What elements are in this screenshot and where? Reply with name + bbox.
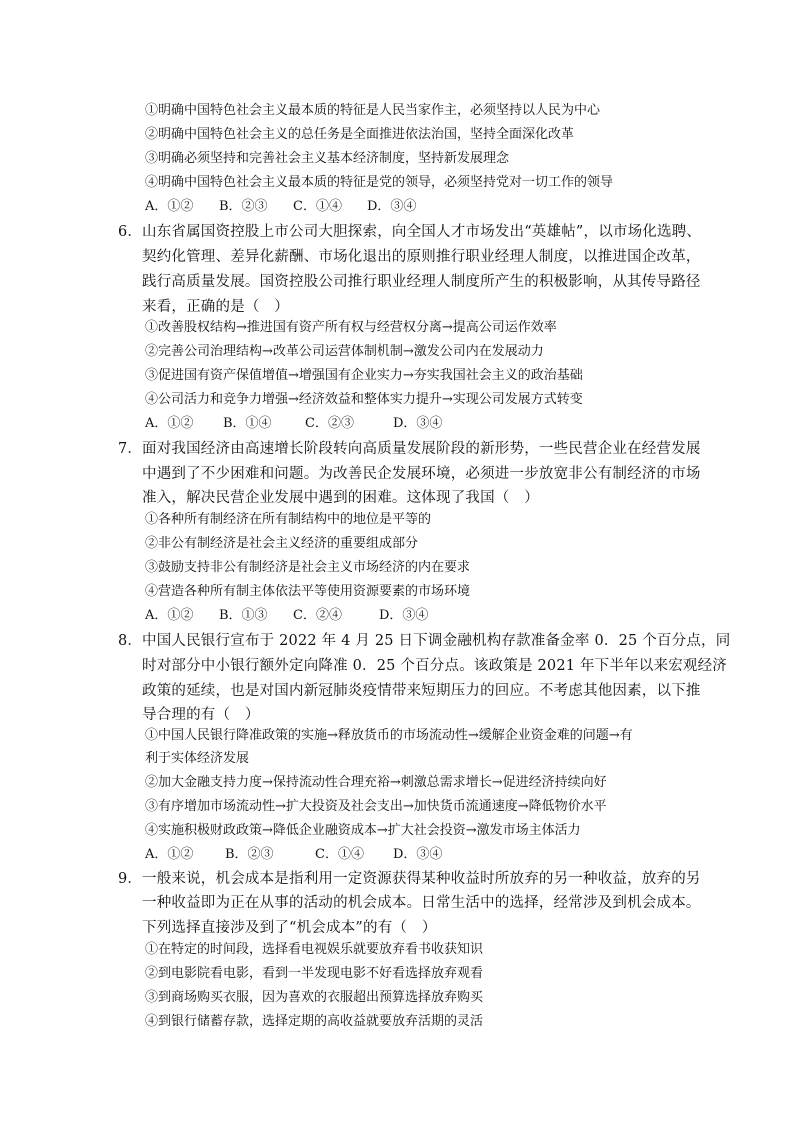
q6-item-2: ②完善公司治理结构→改革公司运营体制机制→激发公司内在发展动力 <box>145 344 544 359</box>
question-text: 中国人民银行宣布于 2022 年 4 月 25 日下调金融机构存款准备金率 0．25 个百分点，同 <box>142 633 731 649</box>
option-d: D．③④ <box>393 416 443 431</box>
question-text: 面对我国经济由高速增长阶段转向高质量发展阶段的新形势，一些民营企业在经营发展 <box>142 441 701 457</box>
q7-line-2: 中遇到了不少困难和问题。为改善民企发展环境，必须进一步放宽非公有制经济的市场 <box>142 466 701 482</box>
prev-item-4: ④明确中国特色社会主义最本质的特征是党的领导，必须坚持党对一切工作的领导 <box>145 175 614 190</box>
q9-line-3: 下列选择直接涉及到了“机会成本”的有（ ） <box>142 920 437 936</box>
q6-line-4: 来看，正确的是（ ） <box>142 299 289 315</box>
q9-item-3: ③到商场购买衣服，因为喜欢的衣服超出预算选择放弃购买 <box>145 990 484 1005</box>
q7-item-2: ②非公有制经济是社会主义经济的重要组成部分 <box>145 536 419 551</box>
q6-item-4: ④公司活力和竞争力增强→经济效益和整体实力提升→实现公司发展方式转变 <box>145 392 583 407</box>
q7-item-1: ①各种所有制经济在所有制结构中的地位是平等的 <box>145 512 432 527</box>
prev-item-2: ②明确中国特色社会主义的总任务是全面推进依法治国，坚持全面深化改革 <box>145 127 575 142</box>
question-text: 一般来说，机会成本是指利用一定资源获得某种收益时所放弃的另一种收益，放弃的另 <box>142 871 701 887</box>
q7-options <box>145 604 428 623</box>
option-a: A．①② <box>145 199 194 214</box>
q8-item-4: ④实施积极财政政策→降低企业融资成本→扩大社会投资→激发市场主体活力 <box>145 823 581 838</box>
option-d: D．③④ <box>367 199 417 214</box>
option-c: C．①④ <box>293 199 342 214</box>
q8-line-2: 时对部分中小银行额外定向降准 0．25 个百分点。该政策是 2021 年下半年以来宏观经济 <box>142 658 728 674</box>
q6-line-1 <box>118 220 701 241</box>
q9-line-1 <box>118 867 701 888</box>
q7-item-3: ③鼓励支持非公有制经济是社会主义市场经济的内在要求 <box>145 560 471 575</box>
q8-line-1 <box>118 629 730 650</box>
option-a: A．①② <box>145 416 194 431</box>
option-c: C．②④ <box>293 608 342 623</box>
q7-line-1 <box>118 437 701 458</box>
q7-item-4: ④营造各种所有制主体依法平等使用资源要素的市场环境 <box>145 584 471 599</box>
q6-item-1: ①改善股权结构→推进国有资产所有权与经营权分离→提高公司运作效率 <box>145 320 557 335</box>
prev-item-1: ①明确中国特色社会主义最本质的特征是人民当家作主，必须坚持以人民为中心 <box>145 103 601 118</box>
q9-line-2: 一种收益即为正在从事的活动的机会成本。日常生活中的选择，经常涉及到机会成本。 <box>142 895 701 911</box>
option-c: C．①④ <box>315 847 364 862</box>
option-d: D．③④ <box>393 847 443 862</box>
q8-options <box>145 843 442 862</box>
q6-line-3: 践行高质量发展。国资控股公司推行职业经理人制度所产生的积极影响，从其传导路径 <box>142 274 701 290</box>
question-number: 9． <box>118 871 143 887</box>
prev-options <box>145 195 416 214</box>
question-number: 7． <box>118 441 143 457</box>
q7-line-3: 准入，解决民营企业发展中遇到的困难。这体现了我国（ ） <box>142 490 539 506</box>
q9-item-4: ④到银行储蓄存款，选择定期的高收益就要放弃活期的灵活 <box>145 1014 484 1029</box>
question-number: 6． <box>118 224 143 240</box>
q8-item-1-cont: 利于实体经济发展 <box>145 751 250 766</box>
option-a: A．①② <box>145 847 194 862</box>
option-a: A．①② <box>145 608 194 623</box>
q8-item-2: ②加大金融支持力度→保持流动性合理充裕→刺激总需求增长→促进经济持续向好 <box>145 775 607 790</box>
option-d: D．③④ <box>379 608 429 623</box>
q8-item-1: ①中国人民银行降准政策的实施→释放货币的市场流动性→缓解企业资金难的问题→有 <box>145 728 633 743</box>
q8-item-3: ③有序增加市场流动性→扩大投资及社会支出→加快货币流通速度→降低物价水平 <box>145 799 607 814</box>
question-text: 山东省属国资控股上市公司大胆探索，向全国人才市场发出“英雄帖”，以市场化选聘、 <box>142 224 702 240</box>
q6-line-2: 契约化管理、差异化薪酬、市场化退出的原则推行职业经理人制度，以推进国企改革， <box>142 249 701 265</box>
option-b: B．②③ <box>219 199 268 214</box>
option-c: C．②③ <box>305 416 354 431</box>
q9-item-1: ①在特定的时间段，选择看电视娱乐就要放弃看书收获知识 <box>145 942 484 957</box>
q6-options <box>145 412 442 431</box>
option-b: B．①③ <box>219 608 268 623</box>
q6-item-3: ③促进国有资产保值增值→增强国有企业实力→夯实我国社会主义的政治基础 <box>145 368 583 383</box>
q8-line-3: 政策的延续，也是对国内新冠肺炎疫情带来短期压力的回应。不考虑其他因素，以下推 <box>142 683 701 699</box>
prev-item-3: ③明确必须坚持和完善社会主义基本经济制度，坚持新发展理念 <box>145 151 510 166</box>
question-number: 8． <box>118 633 143 649</box>
q8-line-4: 导合理的有（ ） <box>142 707 260 723</box>
option-b: B．①④ <box>223 416 272 431</box>
option-b: B．②③ <box>225 847 274 862</box>
q9-item-2: ②到电影院看电影，看到一半发现电影不好看选择放弃观看 <box>145 966 484 981</box>
